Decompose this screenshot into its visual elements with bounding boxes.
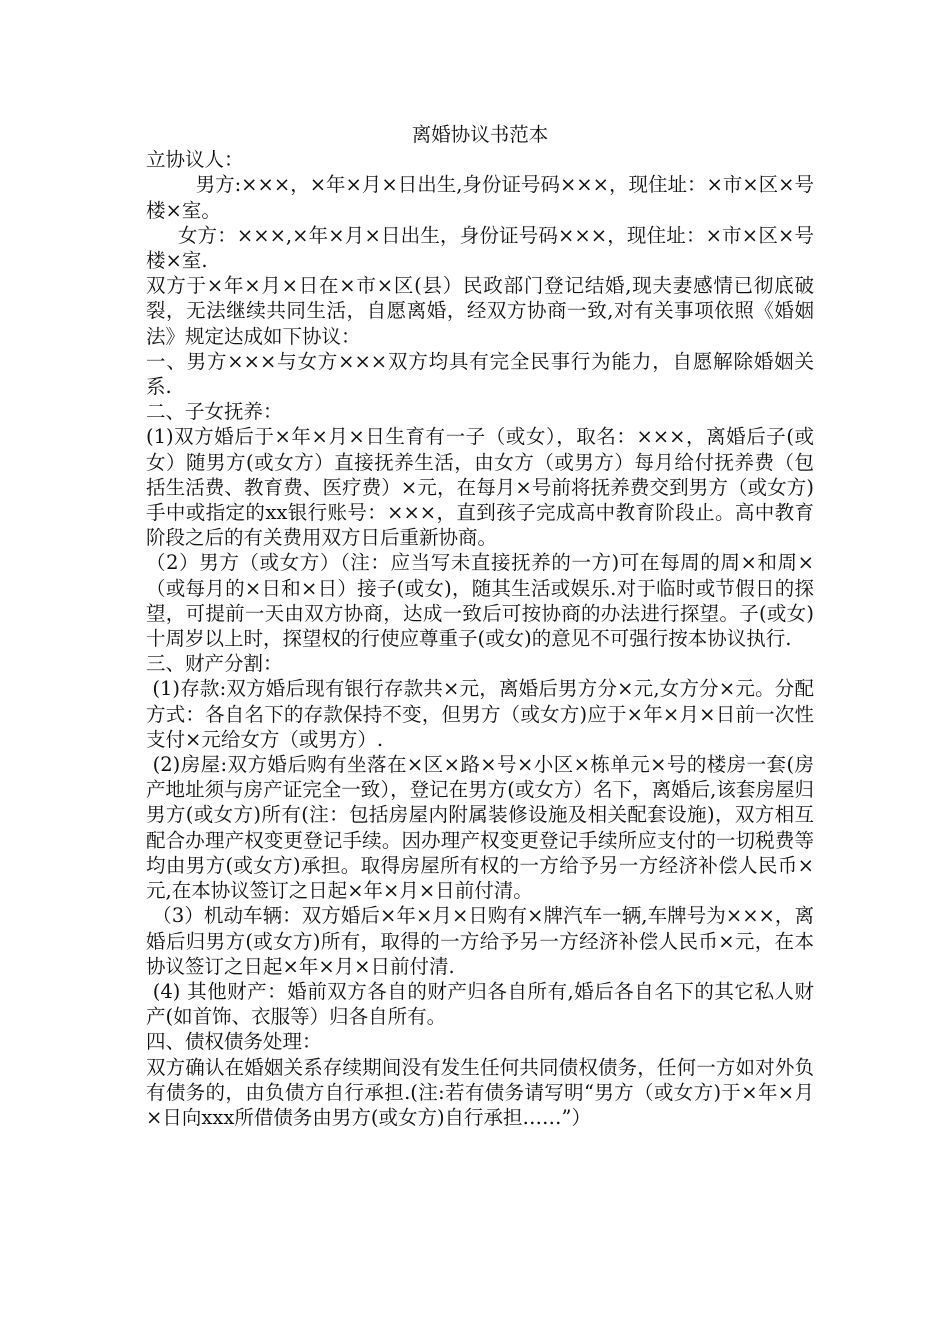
marriage-background: 双方于×年×月×日在×市×区(县）民政部门登记结婚,现夫妻感情已彻底破裂，无法继续共同生活，自愿离婚，经双方协商一致,对有关事项依照《婚姻法》规定达成如下协议：	[146, 274, 814, 348]
clause-3-item-4: (4) 其他财产：婚前双方各自的财产归各自所有,婚后各自名下的其它私人财产(如首饰、衣服等）归各自所有。	[146, 979, 814, 1029]
document-title: 离婚协议书范本	[411, 123, 549, 146]
clause-3-heading: 三、财产分割：	[146, 652, 283, 676]
clause-2-item-1: (1)双方婚后于×年×月×日生育有一子（或女），取名：×××，离婚后子(或女）随男方(或女方）直接抚养生活，由女方（或男方）每月给付抚养费（包括生活费、教育费、医疗费）×元，在每月×号前将抚养费交到男方（或女方)手中或指定的xx银行账号：×××，直到孩子完成高中教育阶段止。高中教育阶段之后的有关费用双方日后重新协商。	[146, 425, 814, 550]
clause-3-item-1: (1)存款:双方婚后现有银行存款共×元，离婚后男方分×元,女方分×元。分配方式：各自名下的存款保持不变，但男方（或女方)应于×年×月×日前一次性支付×元给女方（或男方）.	[146, 677, 814, 751]
clause-3-item-2: (2)房屋:双方婚后购有坐落在×区×路×号×小区×栋单元×号的楼房一套(房产地址须与房产证完全一致），登记在男方(或女方）名下，离婚后,该套房屋归男方(或女方)所有(注：包括房屋内附属装修设施及相关配套设施)，双方相互配合办理产权变更登记手续。因办理产权变更登记手续所应支付的一切税费等均由男方(或女方)承担。取得房屋所有权的一方给予另一方经济补偿人民币×元,在本协议签订之日起×年×月×日前付清。	[146, 753, 814, 903]
document-body	[146, 122, 814, 1130]
clause-1-dissolution: 一、男方×××与女方×××双方均具有完全民事行为能力，自愿解除婚姻关系.	[146, 349, 814, 399]
clause-2-heading: 二、子女抚养：	[146, 400, 283, 424]
clause-4-body: 双方确认在婚姻关系存续期间没有发生任何共同债权债务，任何一方如对外负有债务的，由负债方自行承担.(注:若有债务请写明“男方（或女方)于×年×月×日向xxx所借债务由男方(或女方)自行承担……”）	[146, 1055, 814, 1129]
clause-2-item-2: （2）男方（或女方）（注：应当写未直接抚养的一方)可在每周的周×和周×（或每月的×日和×日）接子(或女)，随其生活或娱乐.对于临时或节假日的探望，可提前一天由双方协商，达成一致后可按协商的办法进行探望。子(或女)十周岁以上时，探望权的行使应尊重子(或女)的意见不可强行按本协议执行.	[146, 551, 814, 651]
male-party-info: 男方:×××，×年×月×日出生,身份证号码×××，现住址：×市×区×号楼×室。	[146, 173, 814, 222]
clause-3-item-3: （3）机动车辆：双方婚后×年×月×日购有×牌汽车一辆,车牌号为×××，离婚后归男方(或女方)所有，取得的一方给予另一方经济补偿人民币×元，在本协议签订之日起×年×月×日前付清.	[146, 904, 815, 978]
female-party-info: 女方：×××,×年×月×日出生，身份证号码×××，现住址：×市×区×号楼×室.	[146, 223, 815, 273]
clause-4-heading: 四、债权债务处理：	[146, 1030, 322, 1054]
parties-heading: 立协议人：	[146, 148, 244, 172]
